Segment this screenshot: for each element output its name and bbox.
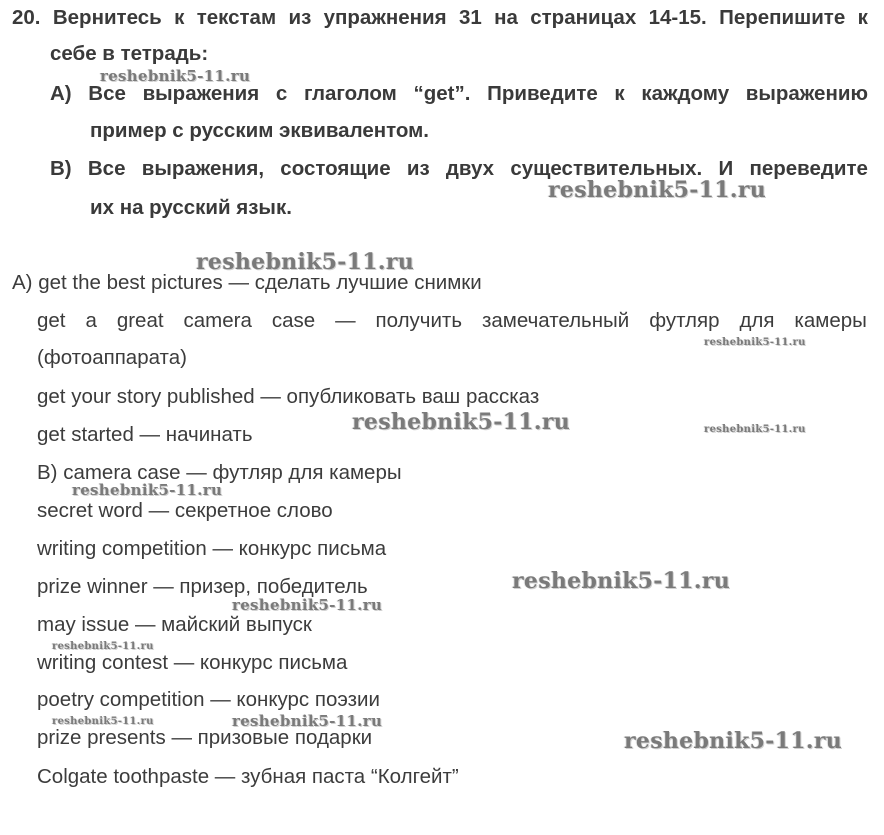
watermark: reshebnik5-11.ru xyxy=(352,409,571,435)
watermark: reshebnik5-11.ru xyxy=(624,728,843,754)
watermark: reshebnik5-11.ru xyxy=(232,712,383,730)
task-item-b-line-2: их на русский язык. xyxy=(90,196,292,219)
task-item-b-line-1: В) Все выражения, состоящие из двух существительных. И переведите xyxy=(50,157,868,180)
watermark: reshebnik5-11.ru xyxy=(52,641,154,652)
answer-line: prize winner — призер, победитель xyxy=(37,575,368,598)
answer-line: А) get the best pictures — сделать лучшие снимки xyxy=(12,271,482,294)
answer-line: get your story published — опубликовать ваш рассказ xyxy=(37,385,540,408)
answer-line: writing contest — конкурс письма xyxy=(37,651,348,674)
answer-line: get a great camera case — получить замечательный футляр для камеры xyxy=(37,309,867,332)
answer-line: prize presents — призовые подарки xyxy=(37,726,373,749)
task-item-a-line-2: пример с русским эквивалентом. xyxy=(90,119,429,142)
watermark: reshebnik5-11.ru xyxy=(512,568,731,594)
answer-line: В) camera case — футляр для камеры xyxy=(37,461,402,484)
watermark: reshebnik5-11.ru xyxy=(704,337,806,348)
watermark: reshebnik5-11.ru xyxy=(704,424,806,435)
answer-line: poetry competition — конкурс поэзии xyxy=(37,688,380,711)
answer-line: Colgate toothpaste — зубная паста “Колгейт” xyxy=(37,765,459,788)
task-item-a-line-1: А) Все выражения с глаголом “get”. Приведите к каждому выражению xyxy=(50,82,868,105)
task-line-1: 20. Вернитесь к текстам из упражнения 31 на страницах 14-15. Перепишите к xyxy=(12,6,868,29)
answer-line: secret word — секретное слово xyxy=(37,499,333,522)
watermark: reshebnik5-11.ru xyxy=(548,177,767,203)
watermark: reshebnik5-11.ru xyxy=(232,596,383,614)
watermark: reshebnik5-11.ru xyxy=(196,249,415,275)
answer-line: may issue — майский выпуск xyxy=(37,613,312,636)
watermark: reshebnik5-11.ru xyxy=(52,716,154,727)
answer-line: (фотоаппарата) xyxy=(37,346,187,369)
watermark: reshebnik5-11.ru xyxy=(72,481,223,499)
answer-line: get started — начинать xyxy=(37,423,253,446)
answer-line: writing competition — конкурс письма xyxy=(37,537,387,560)
watermark: reshebnik5-11.ru xyxy=(100,67,251,85)
task-line-2: себе в тетрадь: xyxy=(50,42,209,65)
